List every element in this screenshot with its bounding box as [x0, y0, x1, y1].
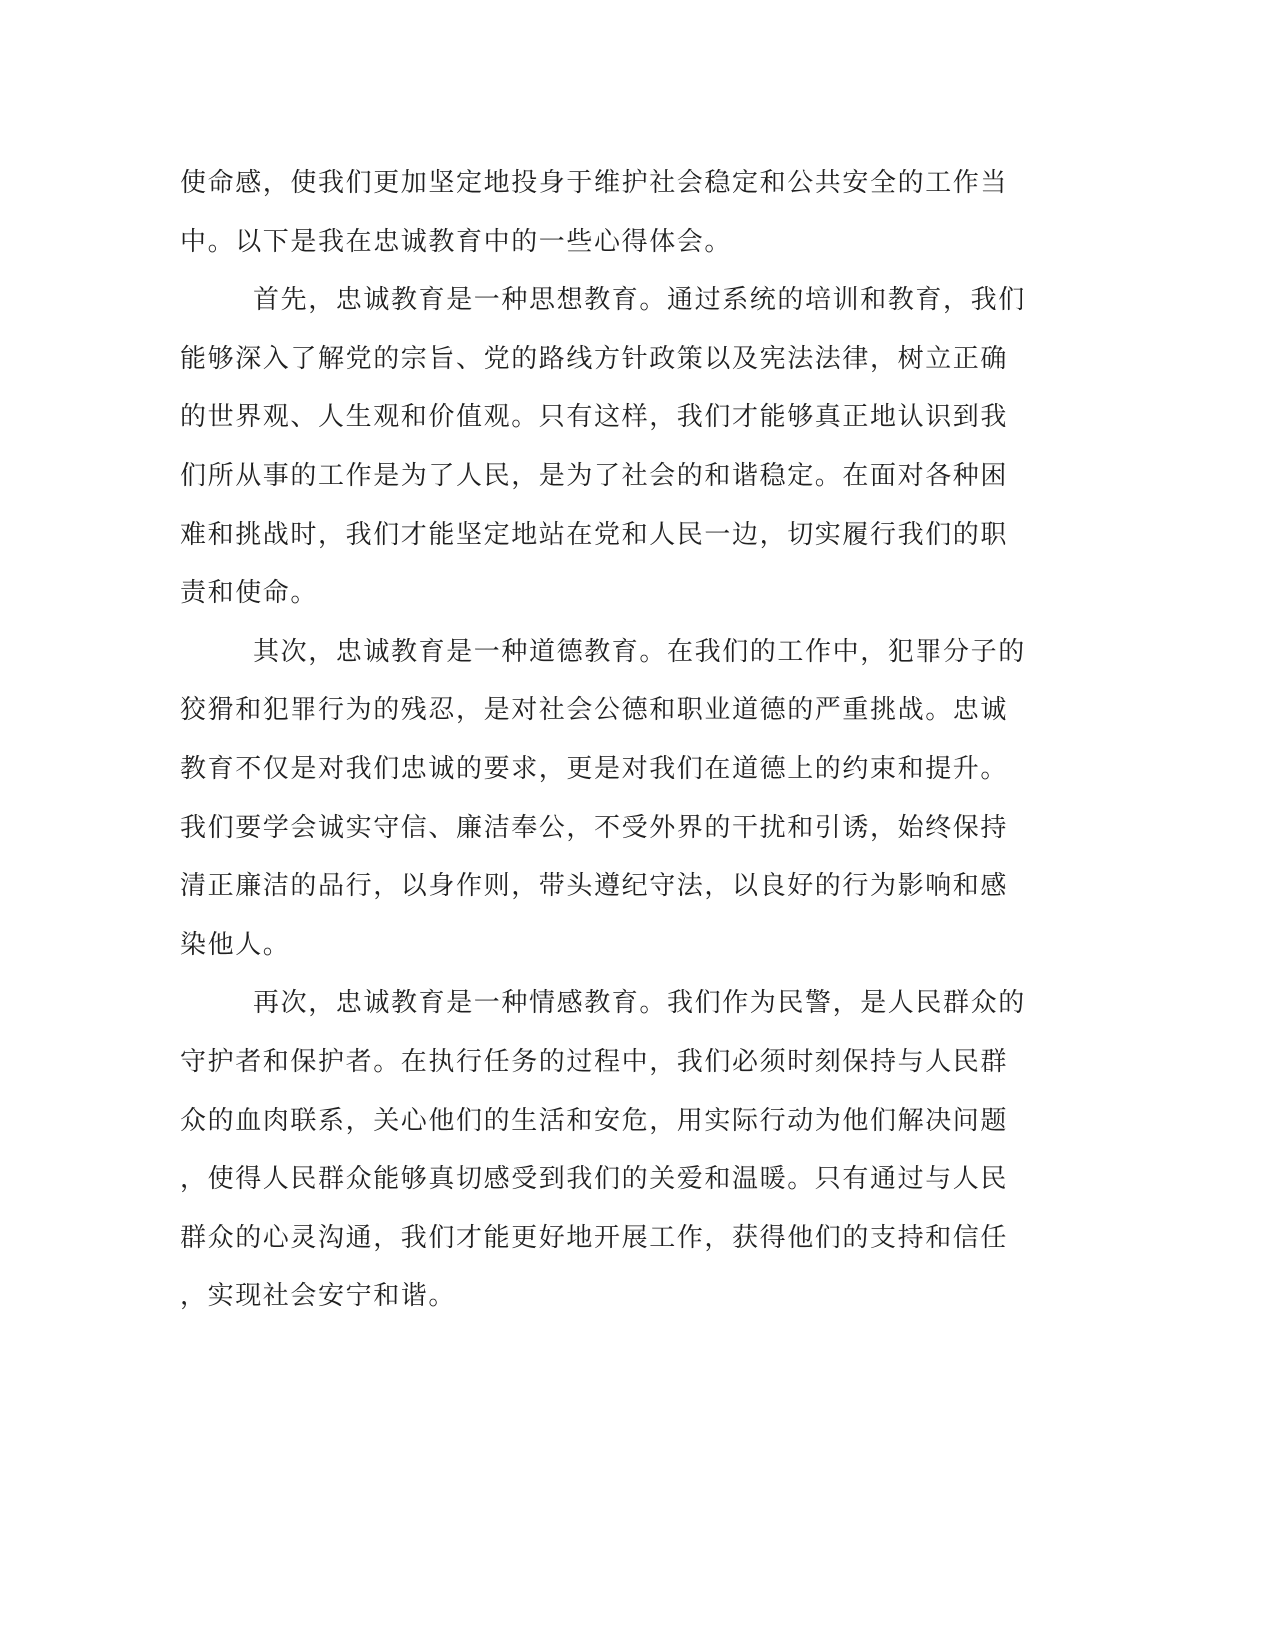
paragraph-second: [180, 623, 1060, 975]
text-line: 使命感，使我们更加坚定地投身于维护社会稳定和公共安全的工作当: [180, 168, 1009, 198]
text-line: 清正廉洁的品行，以身作则，带头遵纪守法，以良好的行为影响和感: [180, 871, 1009, 902]
text-line: 中。以下是我在忠诚教育中的一些心得体会。: [180, 226, 733, 257]
text-line: 责和使命。: [180, 578, 319, 609]
text-line: 首先，忠诚教育是一种思想教育。通过系统的培训和教育，我们: [253, 285, 1026, 316]
text-line: 难和挑战时，我们才能坚定地站在党和人民一边，切实履行我们的职: [180, 519, 1009, 550]
text-line: 守护者和保护者。在执行任务的过程中，我们必须时刻保持与人民群: [180, 1046, 1009, 1077]
text-line: ，使得人民群众能够真切感受到我们的关爱和温暖。只有通过与人民: [180, 1164, 1009, 1195]
document-body: [180, 154, 1060, 1326]
text-line: 染他人。: [180, 929, 291, 960]
text-line: 其次，忠诚教育是一种道德教育。在我们的工作中，犯罪分子的: [253, 636, 1026, 667]
text-line: 教育不仅是对我们忠诚的要求，更是对我们在道德上的约束和提升。: [180, 753, 1009, 784]
text-line: 群众的心灵沟通，我们才能更好地开展工作，获得他们的支持和信任: [180, 1222, 1009, 1253]
paragraph-third: [180, 974, 1060, 1326]
paragraph-first: [180, 271, 1060, 623]
text-line: 的世界观、人生观和价值观。只有这样，我们才能够真正地认识到我: [180, 402, 1009, 433]
text-line: 我们要学会诚实守信、廉洁奉公，不受外界的干扰和引诱，始终保持: [180, 812, 1009, 843]
text-line: 再次，忠诚教育是一种情感教育。我们作为民警，是人民群众的: [253, 988, 1026, 1019]
paragraph-continuation: [180, 154, 1060, 271]
text-line: 狡猾和犯罪行为的残忍，是对社会公德和职业道德的严重挑战。忠诚: [180, 695, 1009, 726]
text-line: 能够深入了解党的宗旨、党的路线方针政策以及宪法法律，树立正确: [180, 343, 1009, 374]
text-line: ，实现社会安宁和谐。: [180, 1281, 457, 1312]
text-line: 们所从事的工作是为了人民，是为了社会的和谐稳定。在面对各种困: [180, 460, 1009, 491]
text-line: 众的血肉联系，关心他们的生活和安危，用实际行动为他们解决问题: [180, 1105, 1009, 1136]
